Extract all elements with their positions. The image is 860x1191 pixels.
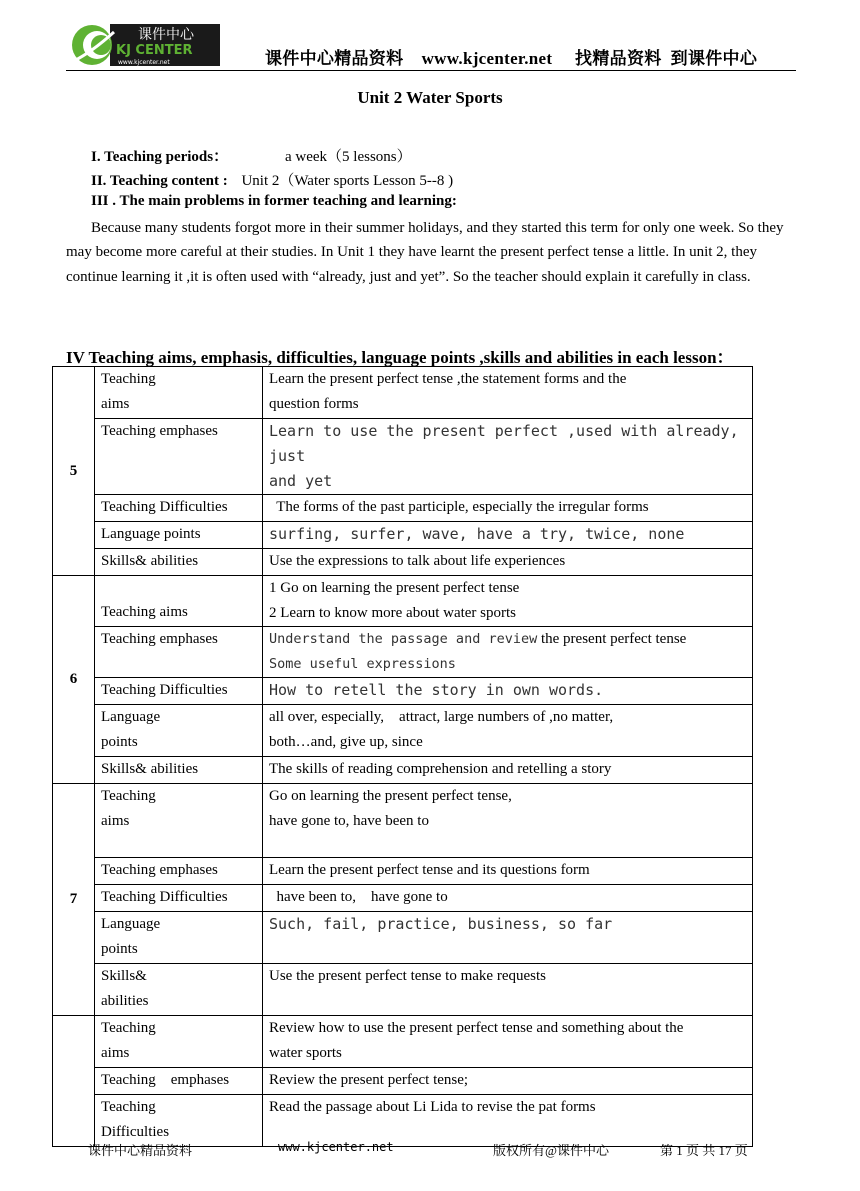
document-title: Unit 2 Water Sports — [357, 88, 503, 107]
row-label: Teaching emphases — [95, 627, 263, 678]
row-label: Teaching emphases — [95, 419, 263, 495]
section-value: a week（5 lessons） — [285, 149, 412, 165]
problems-paragraph: Because many students forgot more in their summer holidays, and they started this term for only one week. So they may become more careful at their studies. In Unit 1 they have learnt the present perfect tense a little. In unit 2, they continue learning it ,it is often used with “already, just and yet”. So the teacher should explain it carefully in class. — [66, 220, 784, 285]
row-label: Teaching aims — [95, 576, 263, 627]
footer-left-text: 课件中心精品资料 — [88, 1143, 193, 1158]
section-label: I. Teaching periods： — [91, 149, 229, 165]
section-teaching-content — [91, 169, 453, 190]
table-row — [53, 784, 753, 858]
row-value: Learn the present perfect tense ,the statement forms and the question forms — [263, 367, 753, 419]
row-label: Skills& abilities — [95, 964, 263, 1016]
row-label: Language points — [95, 912, 263, 964]
lesson-number: 5 — [53, 367, 95, 576]
row-value: Use the expressions to talk about life experiences — [263, 549, 753, 576]
row-value: How to retell the story in own words. — [263, 678, 753, 705]
row-label: Teaching emphases — [95, 1068, 263, 1095]
row-value: The skills of reading comprehension and retelling a story — [263, 757, 753, 784]
row-value: Such, fail, practice, business, so far — [263, 912, 753, 964]
row-label: Teaching Difficulties — [95, 678, 263, 705]
logo-en-text: KJ CENTER — [116, 43, 193, 58]
row-label: Teaching Difficulties — [95, 495, 263, 522]
section-main-problems: III . The main problems in former teaching and learning: — [91, 193, 457, 209]
table-row — [53, 627, 753, 678]
table-row — [53, 858, 753, 885]
lesson-number — [53, 1016, 95, 1147]
table-row — [53, 964, 753, 1016]
header-tagline: 课件中心精品资料 www.kjcenter.net 找精品资料 到课件中心 — [265, 49, 758, 68]
table-row — [53, 576, 753, 627]
table-row — [53, 367, 753, 419]
row-value: Review how to use the present perfect tense and something about the water sports — [263, 1016, 753, 1068]
section-value: Unit 2（Water sports Lesson 5--8 ) — [241, 173, 454, 189]
row-value: 1 Go on learning the present perfect tense 2 Learn to know more about water sports — [263, 576, 753, 627]
table-row — [53, 419, 753, 495]
table-row — [53, 1016, 753, 1068]
header-divider — [66, 70, 796, 71]
section-teaching-aims-heading: IV Teaching aims, emphasis, difficulties, language points ,skills and abilities in each lesson： — [66, 348, 734, 367]
table-row — [53, 678, 753, 705]
lesson-number: 7 — [53, 784, 95, 1016]
row-value: The forms of the past participle, especially the irregular forms — [263, 495, 753, 522]
row-label: Teaching aims — [95, 367, 263, 419]
section-teaching-periods — [91, 145, 412, 166]
row-value: Read the passage about Li Lida to revise the pat forms — [263, 1095, 753, 1147]
footer-url: www.kjcenter.net — [278, 1140, 394, 1154]
logo-url-text: www.kjcenter.net — [118, 59, 170, 66]
table-row — [53, 885, 753, 912]
row-value: Use the present perfect tense to make requests — [263, 964, 753, 1016]
row-value: Understand the passage and review the present perfect tense Some useful expressions — [263, 627, 753, 678]
row-label: Teaching Difficulties — [95, 885, 263, 912]
footer-page-number: 第 1 页 共 17 页 — [660, 1143, 748, 1158]
row-label: Language points — [95, 705, 263, 757]
lesson-number: 6 — [53, 576, 95, 784]
lesson-table — [52, 366, 753, 1147]
row-label: Teaching aims — [95, 784, 263, 858]
table-row — [53, 1095, 753, 1147]
section-label: II. Teaching content : — [91, 173, 228, 189]
row-value: have been to, have gone to — [263, 885, 753, 912]
row-value: Review the present perfect tense; — [263, 1068, 753, 1095]
kjcenter-logo — [66, 22, 222, 68]
row-value: all over, especially, attract, large numbers of ,no matter, both…and, give up, since — [263, 705, 753, 757]
table-row — [53, 522, 753, 549]
row-label: Skills& abilities — [95, 757, 263, 784]
table-row — [53, 912, 753, 964]
table-row — [53, 1068, 753, 1095]
row-label: Teaching emphases — [95, 858, 263, 885]
table-row — [53, 495, 753, 522]
footer-copyright: 版权所有@课件中心 — [493, 1143, 609, 1158]
row-value: Learn the present perfect tense and its questions form — [263, 858, 753, 885]
row-value: surfing, surfer, wave, have a try, twice, none — [263, 522, 753, 549]
row-label: Skills& abilities — [95, 549, 263, 576]
row-value: Learn to use the present perfect ,used with already, just and yet — [263, 419, 753, 495]
row-value: Go on learning the present perfect tense, have gone to, have been to — [263, 784, 753, 858]
table-row — [53, 549, 753, 576]
row-label: Teaching aims — [95, 1016, 263, 1068]
row-label: Teaching Difficulties — [95, 1095, 263, 1147]
table-row — [53, 757, 753, 784]
table-row — [53, 705, 753, 757]
logo-cn-text: 课件中心 — [138, 27, 194, 43]
row-label: Language points — [95, 522, 263, 549]
